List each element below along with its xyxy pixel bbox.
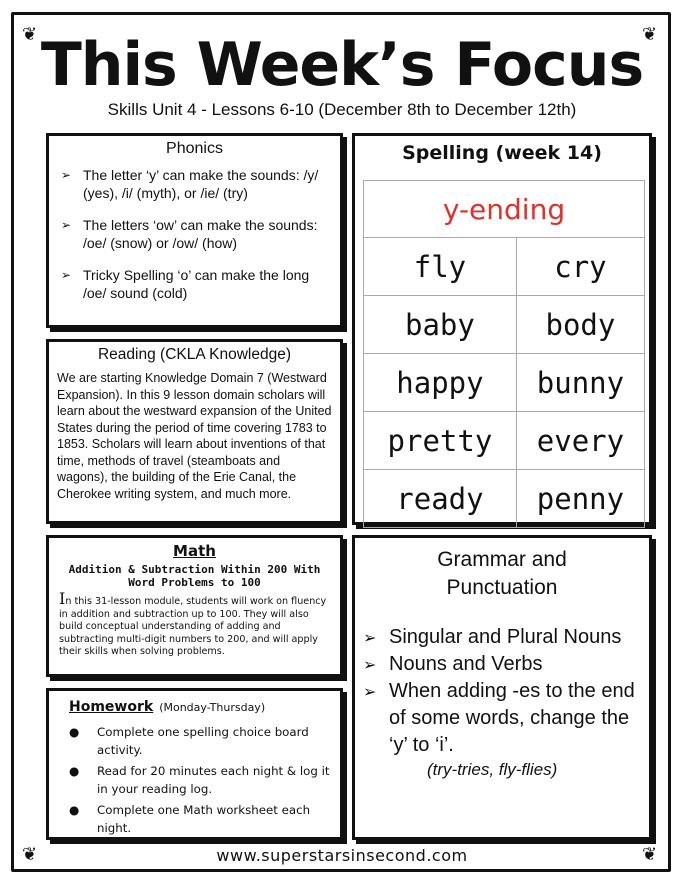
homework-panel [46, 688, 343, 840]
grammar-list [355, 624, 649, 759]
spelling-panel [352, 133, 652, 525]
list-item: ● Read for 20 minutes each night & log it in your reading log. [69, 764, 330, 796]
spelling-word: happy [364, 354, 517, 412]
list-item: ● Complete one spelling choice board activity. [69, 725, 309, 757]
math-subtitle: Addition & Subtraction Within 200 With Word Problems to 100 [68, 563, 321, 589]
homework-title: Homework [69, 699, 154, 715]
spelling-title: Spelling (week 14) [402, 142, 602, 164]
phonics-panel [46, 133, 343, 328]
arrow-bullet-icon: ➢ [363, 655, 377, 674]
phonics-title: Phonics [166, 140, 223, 157]
homework-list [49, 723, 340, 837]
homework-days: (Monday-Thursday) [159, 701, 266, 714]
reading-title: Reading (CKLA Knowledge) [97, 346, 291, 363]
homework-header [49, 691, 340, 715]
bullet-icon: ● [69, 725, 80, 739]
math-description: In this 31-lesson module, students will work on fluency in addition and subtraction up to 100. They will also build conceptual understanding of adding and subtracting multi-digit numbers to 200, and will apply their skills when solving problems. [59, 589, 327, 658]
spelling-word: baby [364, 296, 517, 354]
math-panel [46, 535, 343, 677]
arrow-bullet-icon: ➢ [61, 268, 72, 282]
list-item: ➢ Singular and Plural Nouns [355, 624, 649, 651]
page-subtitle: Skills Unit 4 - Lessons 6-10 (December 8th to December 12th) [107, 100, 577, 119]
arrow-bullet-icon: ➢ [363, 682, 377, 701]
list-item: ➢ Nouns and Verbs [355, 651, 649, 678]
grammar-example: (try-tries, fly-flies) [427, 760, 558, 779]
spelling-word-table [363, 180, 645, 528]
bullet-icon: ● [69, 764, 80, 778]
grammar-title: Grammar and Punctuation [437, 548, 567, 599]
spelling-word: body [516, 296, 644, 354]
reading-panel [46, 339, 343, 524]
reading-description: We are starting Knowledge Domain 7 (Westward Expansion). In this 9 lesson domain scholars will learn about the westward expansion of the United States during the period of time covering 1783 to 1853. Scholars will learn about inventions of that time, methods of travel (steamboats and wagons), the building of the Erie Canal, the Cherokee writing system, and much more. [57, 371, 332, 501]
list-item: ➢ The letter ‘y’ can make the sounds: /y/ (yes), /i/ (myth), or /ie/ (try) [61, 167, 319, 201]
phonics-list [49, 166, 340, 302]
spelling-word: ready [364, 470, 517, 528]
spelling-word: penny [516, 470, 644, 528]
spelling-word: cry [516, 238, 644, 296]
corner-flourish-icon: ❦ [642, 844, 658, 865]
corner-flourish-icon: ❦ [22, 24, 38, 45]
spelling-word: bunny [516, 354, 644, 412]
arrow-bullet-icon: ➢ [61, 168, 72, 182]
bullet-icon: ● [69, 803, 80, 817]
page-title: This Week’s Focus [40, 30, 644, 100]
spelling-word: fly [364, 238, 517, 296]
spelling-word: pretty [364, 412, 517, 470]
list-item: ➢ Tricky Spelling ‘o’ can make the long /oe/ sound (cold) [61, 267, 310, 301]
math-title: Math [173, 542, 216, 560]
list-item: ● Complete one Math worksheet each night. [69, 803, 311, 835]
arrow-bullet-icon: ➢ [61, 218, 72, 232]
corner-flourish-icon: ❦ [22, 844, 38, 865]
corner-flourish-icon: ❦ [642, 24, 658, 45]
spelling-pattern: y-ending [364, 181, 645, 238]
list-item: ➢ When adding -es to the end of some words, change the ‘y’ to ‘i’. [363, 680, 635, 756]
spelling-word: every [516, 412, 644, 470]
list-item: ➢ The letters ‘ow’ can make the sounds: /oe/ (snow) or /ow/ (how) [61, 217, 318, 251]
footer-url[interactable]: www.superstarsinsecond.com [0, 846, 684, 865]
arrow-bullet-icon: ➢ [363, 628, 377, 647]
grammar-panel [352, 535, 652, 840]
